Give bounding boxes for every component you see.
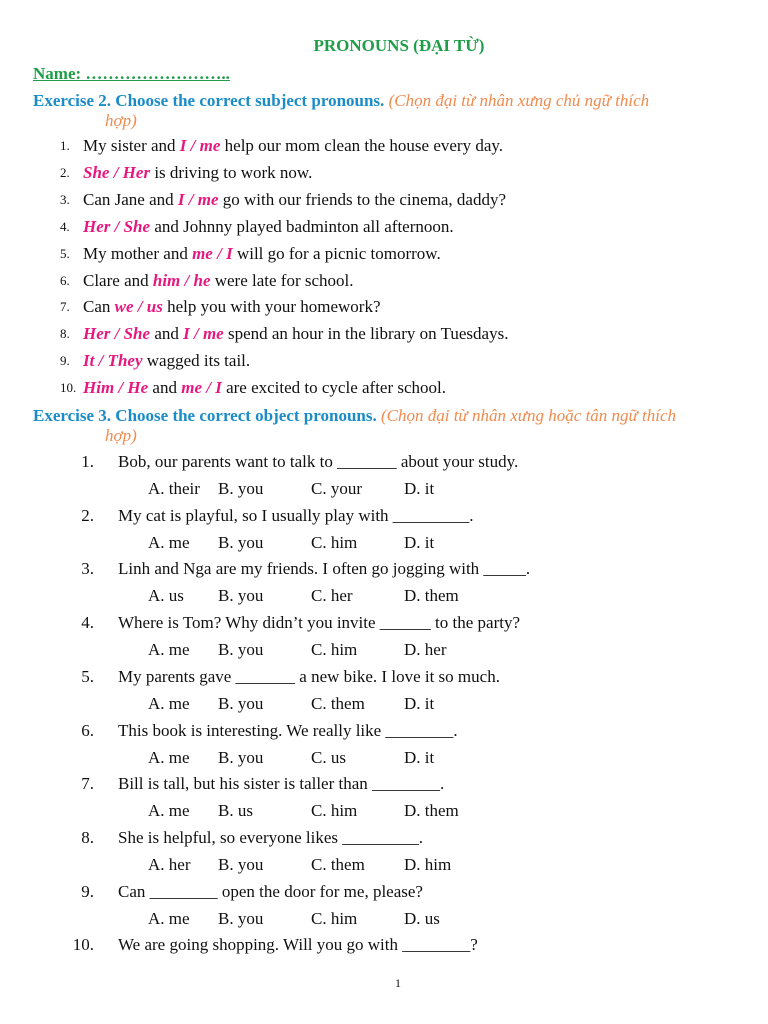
option-c: C. them [311,854,365,874]
pronoun-choice: I / me [179,136,221,155]
option-c: C. him [311,640,358,660]
option-b: B. you [218,908,264,928]
option-c: C. him [311,532,358,552]
item-sentence [83,242,441,266]
option-a: A. their [148,479,200,498]
options-row [0,907,768,931]
sentence-text: help you with your homework? [162,297,381,317]
question-text: Bill is tall, but his sister is taller than ________. [118,774,445,794]
question-row [0,557,768,581]
option-c: C. him [311,908,358,928]
question-row [0,611,768,635]
sentence-text: wagged its tail. [142,351,251,371]
question-row [0,933,768,957]
option-d: D. it [404,532,435,552]
options-row [0,638,768,662]
option-a: A. me [148,908,190,928]
question-text: This book is interesting. We really like ________. [118,720,458,740]
option-b: B. you [218,747,264,767]
sentence-text: Can [83,297,115,317]
pronoun-choice: Her / She [83,216,151,236]
question-row [0,450,768,474]
sentence-text: and Johnny played badminton all afternoon. [150,216,454,236]
exercise-3-note: (Chọn đại từ nhân xưng hoặc tân ngữ thích [380,406,677,425]
item-sentence [83,161,312,185]
item-number: 6. [60,272,70,288]
sentence-text: are excited to cycle after school. [221,378,447,398]
option-d: D. it [404,747,435,767]
pronoun-choice: him / he [152,270,211,290]
options-row [0,799,768,823]
exercise-2-heading [33,91,734,131]
question-number: 10. [72,935,94,955]
options-row [0,531,768,555]
item-sentence [83,269,354,293]
item-number: 7. [60,299,70,315]
pronoun-choice: She / Her [83,162,151,182]
item-sentence [83,215,454,239]
question-number: 5. [81,666,94,686]
option-a: A. me [148,693,190,713]
item-sentence [83,322,508,346]
option-a: A. us [148,586,184,606]
option-c: C. your [311,479,362,498]
sentence-text: Can Jane and [83,189,178,209]
option-d: D. them [404,801,459,821]
option-c: C. us [311,747,346,767]
option-a: A. me [148,532,190,552]
question-number: 3. [81,559,94,579]
question-number: 8. [81,827,94,847]
sentence-text: is driving to work now. [150,162,313,182]
pronoun-choice: I / me [177,189,219,209]
item-number: 4. [60,218,70,234]
option-d: D. it [404,479,435,498]
option-c: C. her [311,586,353,606]
item-sentence [83,188,506,212]
exercise-2-item [0,188,768,212]
option-b: B. you [218,532,264,552]
question-text: She is helpful, so everyone likes _________. [118,827,424,847]
sentence-text: spend an hour in the library on Tuesdays. [223,324,509,344]
options-row [0,746,768,770]
exercise-3-note-cont: hợp) [105,426,137,445]
item-number: 1. [60,138,70,153]
item-number: 8. [60,326,70,342]
exercise-2-item [0,295,768,319]
question-row [0,880,768,904]
exercise-2-item [0,376,768,400]
question-number: 4. [81,613,94,633]
sentence-text: My mother and [83,243,193,263]
exercise-2-item [0,242,768,266]
sentence-text: will go for a picnic tomorrow. [232,243,441,263]
option-b: B. you [218,586,264,606]
options-row [0,477,768,501]
sentence-text: My sister and [83,136,180,155]
question-row [0,719,768,743]
exercise-2-item [0,269,768,293]
question-row [0,772,768,796]
question-text: We are going shopping. Will you go with ________? [118,935,478,955]
item-number: 10. [60,380,77,396]
options-row [0,692,768,716]
question-number: 9. [81,881,94,901]
question-text: My cat is playful, so I usually play with _________. [118,505,474,525]
page-number: 1 [395,976,401,990]
question-text: Bob, our parents want to talk to _______ about your study. [118,452,519,471]
option-c: C. him [311,801,358,821]
question-number: 2. [81,505,94,525]
option-a: A. her [148,854,191,874]
exercise-2-title: Exercise 2. Choose the correct subject pronouns. [33,91,385,110]
option-b: B. you [218,479,264,498]
options-row [0,853,768,877]
pronoun-choice: Her / She [83,324,151,344]
question-text: Where is Tom? Why didn’t you invite ______ to the party? [118,613,521,633]
item-number: 2. [60,164,70,180]
name-line: Name: …………………….. [33,64,230,83]
exercise-2-item [0,322,768,346]
sentence-text: and [150,324,184,344]
option-a: A. me [148,801,190,821]
exercise-2-item [0,215,768,239]
question-text: Linh and Nga are my friends. I often go jogging with _____. [118,559,531,579]
item-sentence [83,376,446,400]
exercise-2-item [0,161,768,185]
page-title: PRONOUNS (ĐẠI TỪ) [313,36,485,55]
item-sentence [83,295,380,319]
question-row [0,665,768,689]
question-row [0,504,768,528]
item-number: 3. [60,191,70,207]
pronoun-choice: we / us [114,297,163,317]
option-b: B. us [218,801,253,821]
question-text: My parents gave _______ a new bike. I love it so much. [118,666,500,686]
item-sentence [83,134,503,158]
pronoun-choice: me / I [181,378,222,398]
option-b: B. you [218,854,264,874]
question-text: Can ________ open the door for me, please? [118,881,423,901]
option-c: C. them [311,693,365,713]
option-a: A. me [148,640,190,660]
sentence-text: were late for school. [210,270,354,290]
exercise-3-heading [33,406,734,446]
exercise-2-item [0,349,768,373]
options-row [0,584,768,608]
pronoun-choice: It / They [83,351,143,371]
item-number: 5. [60,245,70,261]
question-number: 1. [81,452,94,471]
question-number: 6. [81,720,94,740]
sentence-text: help our mom clean the house every day. [220,136,504,155]
exercise-3-title: Exercise 3. Choose the correct object pronouns. [33,406,377,425]
exercise-2-note: (Chọn đại từ nhân xưng chủ ngữ thích [388,91,650,110]
pronoun-choice: Him / He [83,378,149,398]
option-d: D. him [404,854,452,874]
item-sentence [83,349,250,373]
option-d: D. her [404,640,447,660]
option-b: B. you [218,693,264,713]
option-d: D. them [404,586,459,606]
option-d: D. us [404,908,440,928]
exercise-2-note-cont: hợp) [105,111,137,130]
option-d: D. it [404,693,435,713]
question-number: 7. [81,774,94,794]
pronoun-choice: I / me [183,324,224,344]
option-a: A. me [148,747,190,767]
exercise-2-item [0,134,768,158]
sentence-text: Clare and [83,270,153,290]
pronoun-choice: me / I [192,243,233,263]
option-b: B. you [218,640,264,660]
sentence-text: and [148,378,182,398]
question-row [0,826,768,850]
sentence-text: go with our friends to the cinema, daddy? [218,189,507,209]
item-number: 9. [60,353,70,369]
